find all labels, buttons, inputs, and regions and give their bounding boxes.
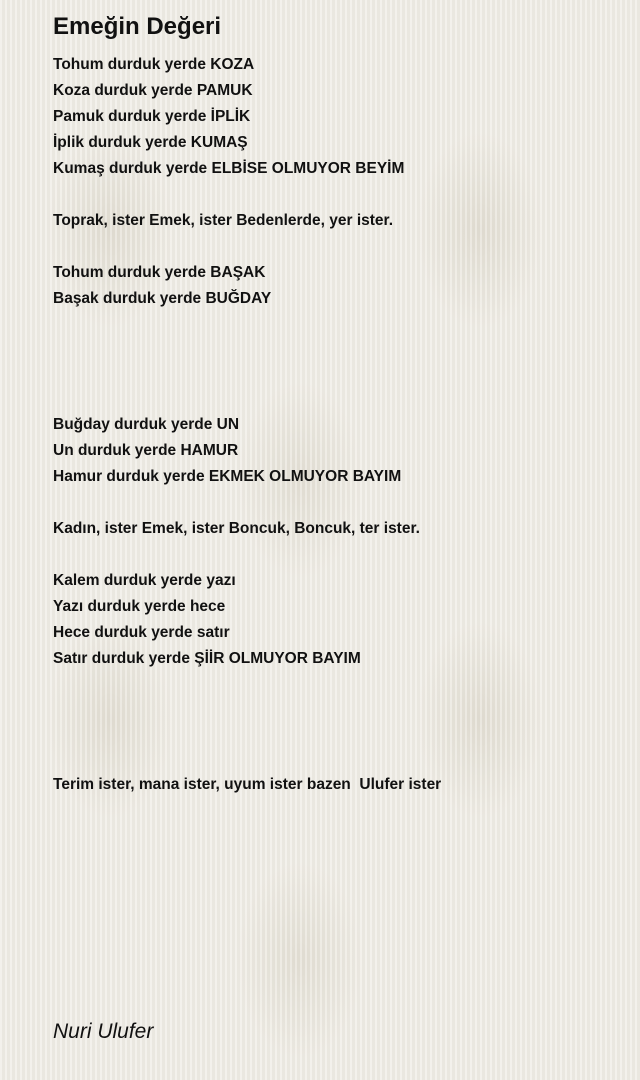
stanza-1 (53, 52, 623, 182)
stanza-7 (53, 772, 623, 798)
poem-line: Tohum durduk yerde BAŞAK (53, 264, 266, 281)
poem-line: Koza durduk yerde PAMUK (53, 82, 253, 99)
poem-line: Başak durduk yerde BUĞDAY (53, 290, 272, 307)
poem-title: Emeğin Değeri (53, 13, 222, 40)
poem-line: Kumaş durduk yerde ELBİSE OLMUYOR BEYİM (53, 160, 405, 177)
poem-author: Nuri Ulufer (53, 1020, 154, 1043)
poem-container (53, 12, 623, 798)
poem-line: Hece durduk yerde satır (53, 624, 230, 641)
stanza-gap (53, 234, 623, 260)
poem-line: Terim ister, mana ister, uyum ister bazen Ulufer ister (53, 776, 442, 793)
poem-line: Satır durduk yerde ŞİİR OLMUYOR BAYIM (53, 650, 361, 667)
stanza-gap (53, 542, 623, 568)
stanza-3 (53, 260, 623, 312)
poem-line: Kalem durduk yerde yazı (53, 572, 236, 589)
stanza-gap (53, 312, 623, 412)
stanza-gap (53, 490, 623, 516)
stanza-4 (53, 412, 623, 490)
stanza-6 (53, 568, 623, 672)
stanza-5 (53, 516, 623, 542)
stanza-gap (53, 182, 623, 208)
poem-line: Yazı durduk yerde hece (53, 598, 226, 615)
poem-line: Un durduk yerde HAMUR (53, 442, 239, 459)
stanza-2 (53, 208, 623, 234)
poem-line: Buğday durduk yerde UN (53, 416, 240, 433)
stanza-gap (53, 672, 623, 772)
poem-line: Pamuk durduk yerde İPLİK (53, 108, 251, 125)
poem-line: Toprak, ister Emek, ister Bedenlerde, yer ister. (53, 212, 394, 229)
poem-line: İplik durduk yerde KUMAŞ (53, 134, 248, 151)
poem-line: Tohum durduk yerde KOZA (53, 56, 255, 73)
poem-line: Kadın, ister Emek, ister Boncuk, Boncuk, ter ister. (53, 520, 420, 537)
poem-line: Hamur durduk yerde EKMEK OLMUYOR BAYIM (53, 468, 402, 485)
